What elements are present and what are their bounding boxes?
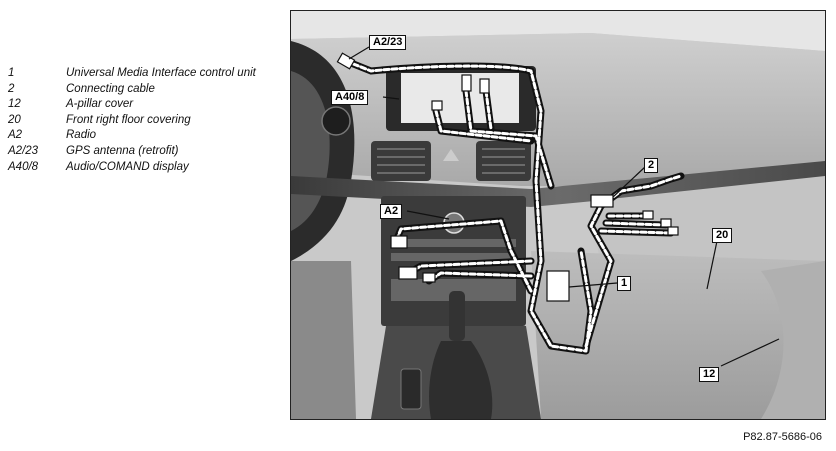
legend-description: Audio/COMAND display [66,160,189,173]
callout-a40-8: A40/8 [331,90,368,105]
legend-key: 1 [8,67,15,79]
legend-row [8,113,278,129]
legend-description: Connecting cable [66,82,155,95]
legend-key: A2 [8,129,23,142]
gauge [322,107,350,135]
legend-key: 20 [8,113,21,126]
control-unit [547,271,569,301]
legend-row [8,128,278,144]
callout-a2: A2 [380,204,402,219]
legend-key: 12 [8,98,21,111]
dashboard-drawing [291,11,825,419]
radio-connector [423,273,435,282]
radio-connector [391,236,407,248]
legend-description: Universal Media Interface control unit [66,67,256,79]
callout-20: 20 [712,228,732,243]
cable-end [661,219,671,227]
connecting-cable-plug [591,195,613,207]
legend-key: A2/23 [8,144,39,157]
legend-row [8,66,278,82]
display-connector [432,101,442,110]
legend-description: Radio [66,129,97,142]
legend-row [8,160,278,176]
callout-a2-23: A2/23 [369,35,406,50]
display-connector [480,79,489,93]
cable-end [643,211,653,219]
legend-row [8,97,278,113]
left-vent [371,141,431,181]
right-vent [476,141,531,181]
radio-connector [399,267,417,279]
display-connector [462,75,471,91]
callout-1: 1 [617,276,631,291]
legend-key: 2 [8,82,15,95]
gear-shifter [449,291,465,341]
callout-12: 12 [699,367,719,382]
display-screen [401,73,519,123]
figure-id: P82.87-5686-06 [743,431,822,443]
cable-end [668,227,678,235]
legend-description: A-pillar cover [66,98,134,111]
callout-2: 2 [644,158,658,173]
legend-row [8,144,278,160]
door-panel [291,261,356,419]
control-switch [401,369,421,409]
legend-key: A40/8 [8,160,39,173]
legend-description: Front right floor covering [66,113,191,126]
legend [8,66,278,175]
legend-description: GPS antenna (retrofit) [66,144,179,157]
legend-row [8,82,278,98]
dashboard-illustration [290,10,826,420]
